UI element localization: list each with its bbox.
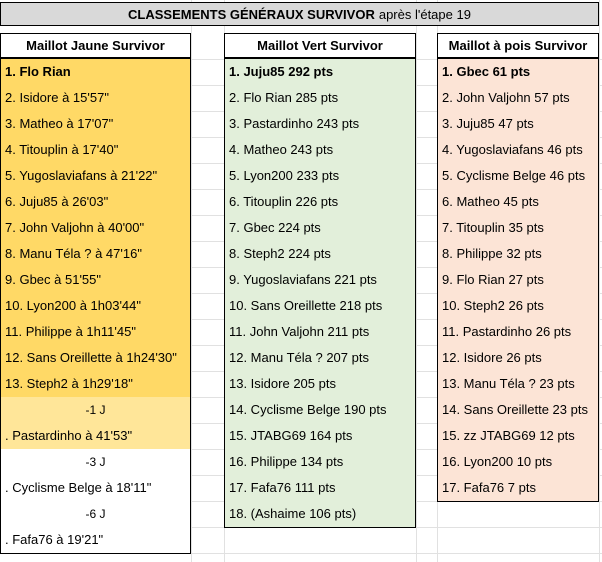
pois-ranking-list <box>437 59 599 502</box>
pois-ranking-row[interactable]: 17. Fafa76 7 pts <box>442 480 536 495</box>
pois-ranking-row[interactable]: 1. Gbec 61 pts <box>442 64 531 79</box>
jaune-ranking-row[interactable]: -1 J <box>1 397 190 423</box>
vert-ranking-row[interactable]: 5. Lyon200 233 pts <box>229 168 340 183</box>
jaune-header: Maillot Jaune Survivor <box>0 33 191 59</box>
pois-ranking-row[interactable]: 10. Steph2 26 pts <box>442 298 544 313</box>
vert-ranking-row[interactable]: 3. Pastardinho 243 pts <box>229 116 360 131</box>
vert-ranking-row[interactable]: 6. Titouplin 226 pts <box>229 194 339 209</box>
pois-header: Maillot à pois Survivor <box>437 33 599 59</box>
pois-ranking-row[interactable]: 16. Lyon200 10 pts <box>442 454 553 469</box>
vert-ranking-row[interactable]: 7. Gbec 224 pts <box>229 220 321 235</box>
title-bold-text: CLASSEMENTS GÉNÉRAUX SURVIVOR <box>128 6 375 22</box>
pois-ranking-row[interactable]: 4. Yugoslaviafans 46 pts <box>442 142 583 157</box>
jaune-ranking-row[interactable]: 11. Philippe à 1h11'45" <box>1 319 190 345</box>
vert-ranking-row[interactable]: 9. Yugoslaviafans 221 pts <box>229 272 377 287</box>
vert-ranking-row[interactable]: 18. (Ashaime 106 pts) <box>229 506 357 521</box>
vert-ranking-row[interactable]: 11. John Valjohn 211 pts <box>229 324 370 339</box>
vert-ranking-row[interactable]: 1. Juju85 292 pts <box>229 64 334 79</box>
jaune-ranking-row[interactable]: -6 J <box>1 501 190 527</box>
jaune-ranking-row[interactable]: 6. Juju85 à 26'03" <box>1 189 190 215</box>
jaune-ranking-row[interactable]: 3. Matheo à 17'07" <box>1 111 190 137</box>
vert-ranking-row[interactable]: 4. Matheo 243 pts <box>229 142 334 157</box>
vert-ranking-row[interactable]: 15. JTABG69 164 pts <box>229 428 353 443</box>
pois-ranking-row[interactable]: 9. Flo Rian 27 pts <box>442 272 544 287</box>
vert-ranking-row[interactable]: 16. Philippe 134 pts <box>229 454 344 469</box>
pois-ranking-row[interactable]: 13. Manu Téla ? 23 pts <box>442 376 575 391</box>
pois-ranking-row[interactable]: 14. Sans Oreillette 23 pts <box>442 402 588 417</box>
jaune-ranking-row[interactable]: 4. Titouplin à 17'40" <box>1 137 190 163</box>
jaune-ranking-row[interactable]: 9. Gbec à 51'55" <box>1 267 190 293</box>
vert-ranking-row[interactable]: 10. Sans Oreillette 218 pts <box>229 298 383 313</box>
jaune-ranking-row[interactable]: 12. Sans Oreillette à 1h24'30" <box>1 345 190 371</box>
jaune-ranking-row[interactable]: . Pastardinho à 41'53" <box>1 423 190 449</box>
jaune-ranking-row[interactable]: 13. Steph2 à 1h29'18" <box>1 371 190 397</box>
jaune-ranking-row[interactable]: -3 J <box>1 449 190 475</box>
jaune-ranking-list <box>0 59 191 554</box>
pois-ranking-row[interactable]: 12. Isidore 26 pts <box>442 350 542 365</box>
title-suffix-text: après l'étape 19 <box>378 6 471 22</box>
pois-ranking-row[interactable]: 6. Matheo 45 pts <box>442 194 539 209</box>
pois-ranking-row[interactable]: 2. John Valjohn 57 pts <box>442 90 570 105</box>
page-title <box>0 2 599 26</box>
pois-ranking-row[interactable]: 11. Pastardinho 26 pts <box>442 324 572 339</box>
jaune-ranking-row[interactable]: 1. Flo Rian <box>1 59 190 85</box>
vert-ranking-row[interactable]: 2. Flo Rian 285 pts <box>229 90 339 105</box>
pois-ranking-row[interactable]: 8. Philippe 32 pts <box>442 246 542 261</box>
vert-ranking-row[interactable]: 12. Manu Téla ? 207 pts <box>229 350 369 365</box>
pois-ranking-row[interactable]: 15. zz JTABG69 12 pts <box>442 428 575 443</box>
pois-ranking-row[interactable]: 3. Juju85 47 pts <box>442 116 534 131</box>
jaune-ranking-row[interactable]: 8. Manu Téla ? à 47'16" <box>1 241 190 267</box>
jaune-ranking-row[interactable]: 7. John Valjohn à 40'00" <box>1 215 190 241</box>
jaune-ranking-row[interactable]: 10. Lyon200 à 1h03'44" <box>1 293 190 319</box>
pois-ranking-row[interactable]: 7. Titouplin 35 pts <box>442 220 544 235</box>
jaune-ranking-row[interactable]: . Fafa76 à 19'21" <box>1 527 190 553</box>
jaune-ranking-row[interactable]: 5. Yugoslaviafans à 21'22" <box>1 163 190 189</box>
vert-ranking-row[interactable]: 8. Steph2 224 pts <box>229 246 331 261</box>
jaune-ranking-row[interactable]: 2. Isidore à 15'57" <box>1 85 190 111</box>
vert-ranking-row[interactable]: 13. Isidore 205 pts <box>229 376 336 391</box>
vert-ranking-row[interactable]: 14. Cyclisme Belge 190 pts <box>229 402 387 417</box>
pois-ranking-row[interactable]: 5. Cyclisme Belge 46 pts <box>442 168 586 183</box>
vert-ranking-list <box>224 59 416 528</box>
jaune-ranking-row[interactable]: . Cyclisme Belge à 18'11" <box>1 475 190 501</box>
vert-header: Maillot Vert Survivor <box>224 33 416 59</box>
vert-ranking-row[interactable]: 17. Fafa76 111 pts <box>229 480 336 495</box>
